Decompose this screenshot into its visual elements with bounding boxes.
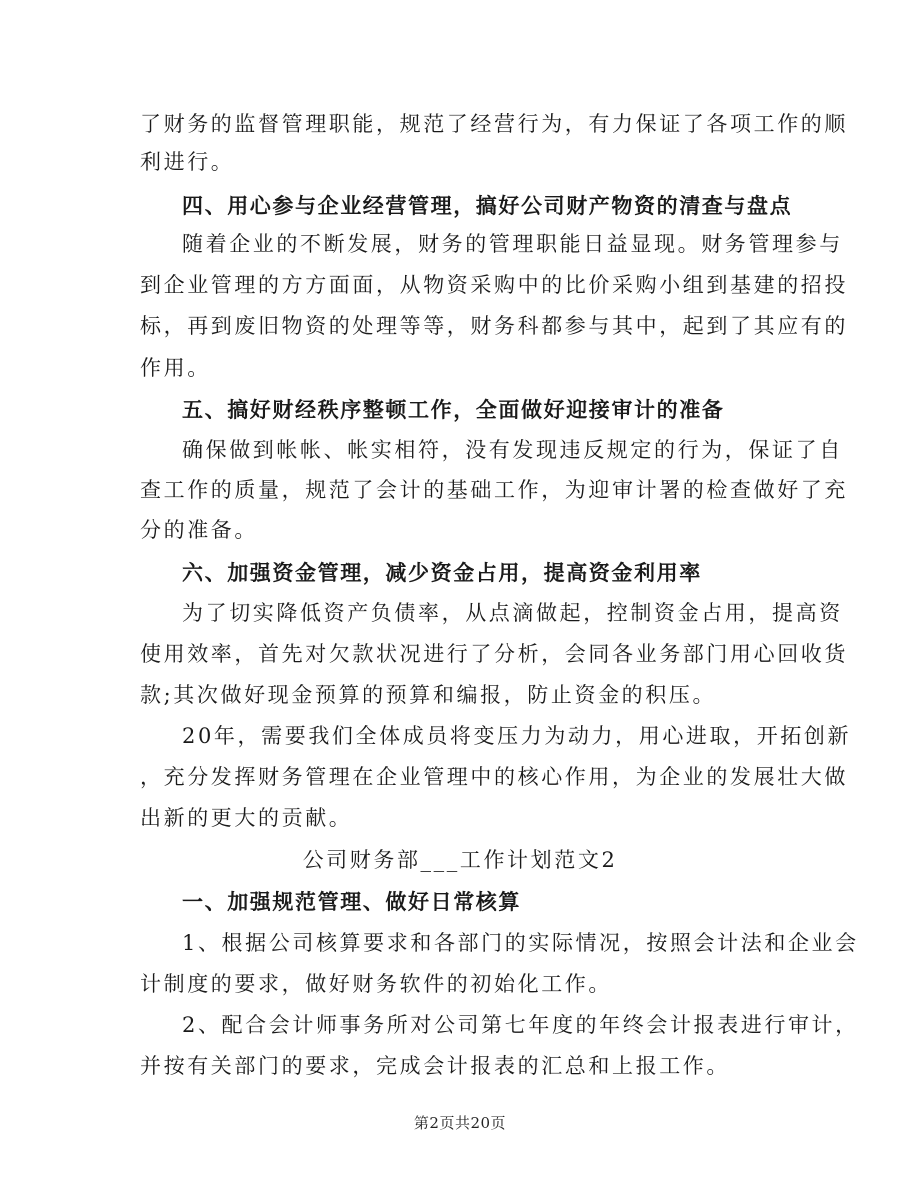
section-heading: 五、搞好财经秩序整顿工作，全面做好迎接审计的准备 [182,398,725,422]
body-line: 到企业管理的方方面面，从物资采购中的比价采购小组到基建的招投 [140,273,848,297]
body-line: 了财务的监督管理职能，规范了经营行为，有力保证了各项工作的顺 [140,112,848,136]
body-line: 计制度的要求，做好财务软件的初始化工作。 [140,972,612,996]
section-heading: 四、用心参与企业经营管理，搞好公司财产物资的清查与盘点 [182,194,793,218]
section-title: 公司财务部___工作计划范文2 [302,848,618,872]
body-line: 标，再到废旧物资的处理等等，财务科都参与其中，起到了其应有的 [140,314,848,338]
body-line: 确保做到帐帐、帐实相符，没有发现违反规定的行为，保证了自 [182,438,843,462]
body-line: 款;其次做好现金预算的预算和编报，防止资金的积压。 [140,683,717,707]
page-number: 第2页共20页 [413,1114,507,1132]
body-line: 2、配合会计师事务所对公司第七年度的年终会计报表进行审计， [182,1013,859,1037]
body-line: 1、根据公司核算要求和各部门的实际情况，按照会计法和企业会 [182,931,859,955]
body-line: 利进行。 [140,150,235,174]
body-line: 查工作的质量，规范了会计的基础工作，为迎审计署的检查做好了充 [140,478,848,502]
section-heading: 六、加强资金管理，减少资金占用，提高资金利用率 [182,561,702,585]
body-line: 随着企业的不断发展，财务的管理职能日益显现。财务管理参与 [182,232,843,256]
body-line: 20年，需要我们全体成员将变压力为动力，用心进取，开拓创新 [182,724,852,748]
body-line: ，充分发挥财务管理在企业管理中的核心作用，为企业的发展壮大做 [140,765,848,789]
body-line: 出新的更大的贡献。 [140,806,353,830]
body-line: 作用。 [140,356,211,380]
body-line: 使用效率，首先对欠款状况进行了分析，会同各业务部门用心回收货 [140,642,848,666]
body-line: 为了切实降低资产负债率，从点滴做起，控制资金占用，提高资 [182,601,843,625]
section-heading: 一、加强规范管理、做好日常核算 [182,890,521,914]
body-line: 并按有关部门的要求，完成会计报表的汇总和上报工作。 [140,1054,730,1078]
body-line: 分的准备。 [140,518,258,542]
